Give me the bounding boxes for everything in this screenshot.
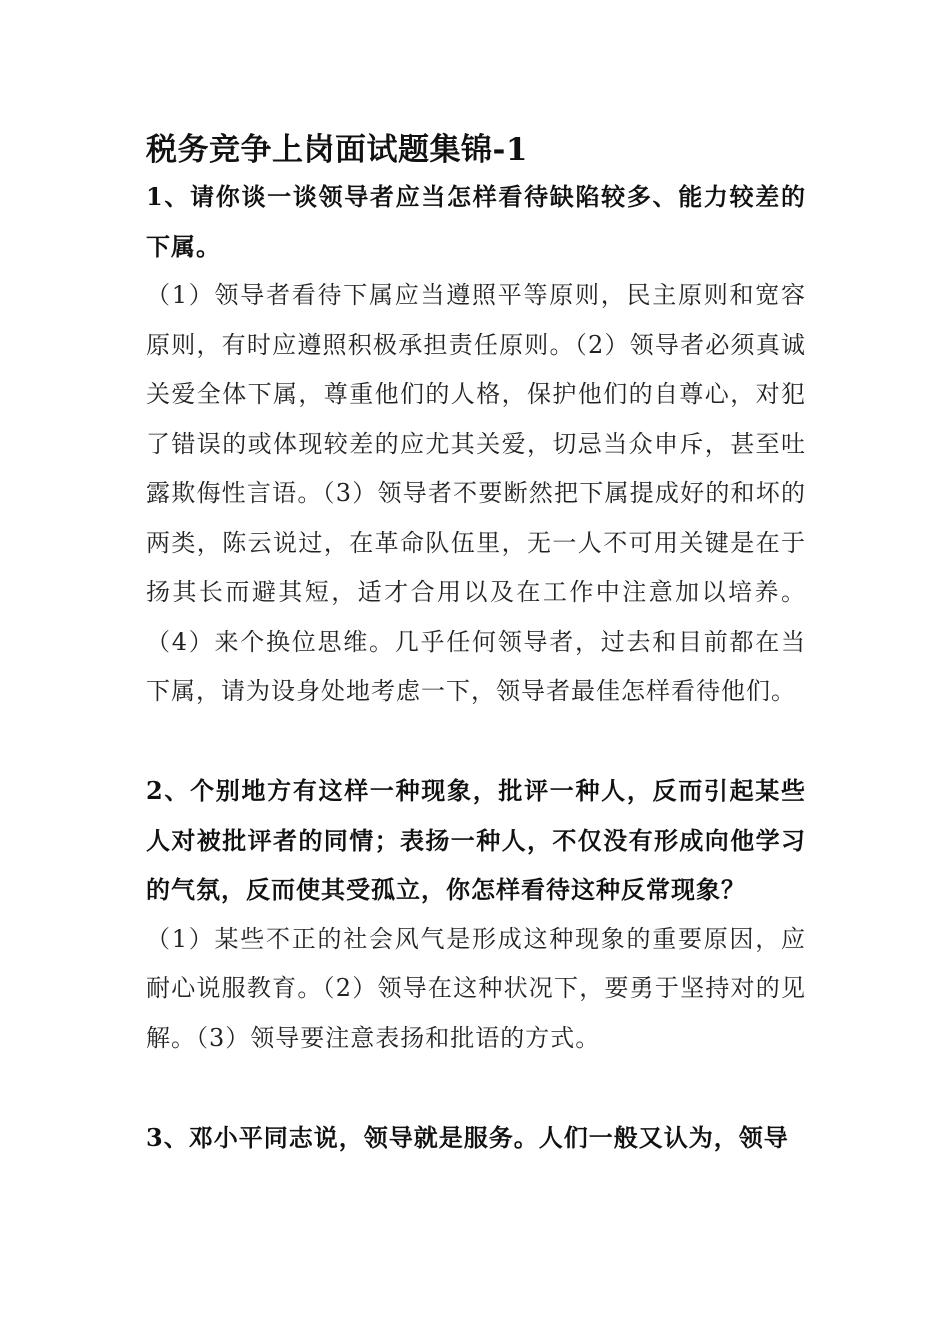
answer-1: （1）领导者看待下属应当遵照平等原则，民主原则和宽容原则，有时应遵照积极承担责任原则。（2）领导者必须真诚关爱全体下属，尊重他们的人格，保护他们的自尊心，对犯了错误的或体现较差的应尤其关爱，切忌当众申斥，甚至吐露欺侮性言语。（3）领导者不要断然把下属提成好的和坏的两类，陈云说过，在革命队伍里，无一人不可用关键是在于扬其长而避其短，适才合用以及在工作中注意加以培养。（4）来个换位思维。几乎任何领导者，过去和目前都在当下属，请为设身处地考虑一下，领导者最佳怎样看待他们。 [146, 281, 806, 705]
document-title: 税务竞争上岗面试题集锦-1 [146, 132, 528, 168]
question-3: 3、邓小平同志说，领导就是服务。人们一般又认为，领导 [146, 1122, 789, 1152]
answer-2: （1）某些不正的社会风气是形成这种现象的重要原因，应耐心说服教育。（2）领导在这种状况下，要勇于坚持对的见解。（3）领导要注意表扬和批语的方式。 [146, 924, 806, 1052]
question-1: 1、请你谈一谈领导者应当怎样看待缺陷较多、能力较差的下属。 [146, 182, 806, 261]
document-page [146, 128, 806, 1162]
question-2: 2、个别地方有这样一种现象，批评一种人，反而引起某些人对被批评者的同情；表扬一种人，不仅没有形成向他学习的气氛，反而使其受孤立，你怎样看待这种反常现象？ [146, 776, 806, 904]
paragraph-spacer [146, 717, 806, 767]
paragraph-spacer [146, 1063, 806, 1113]
